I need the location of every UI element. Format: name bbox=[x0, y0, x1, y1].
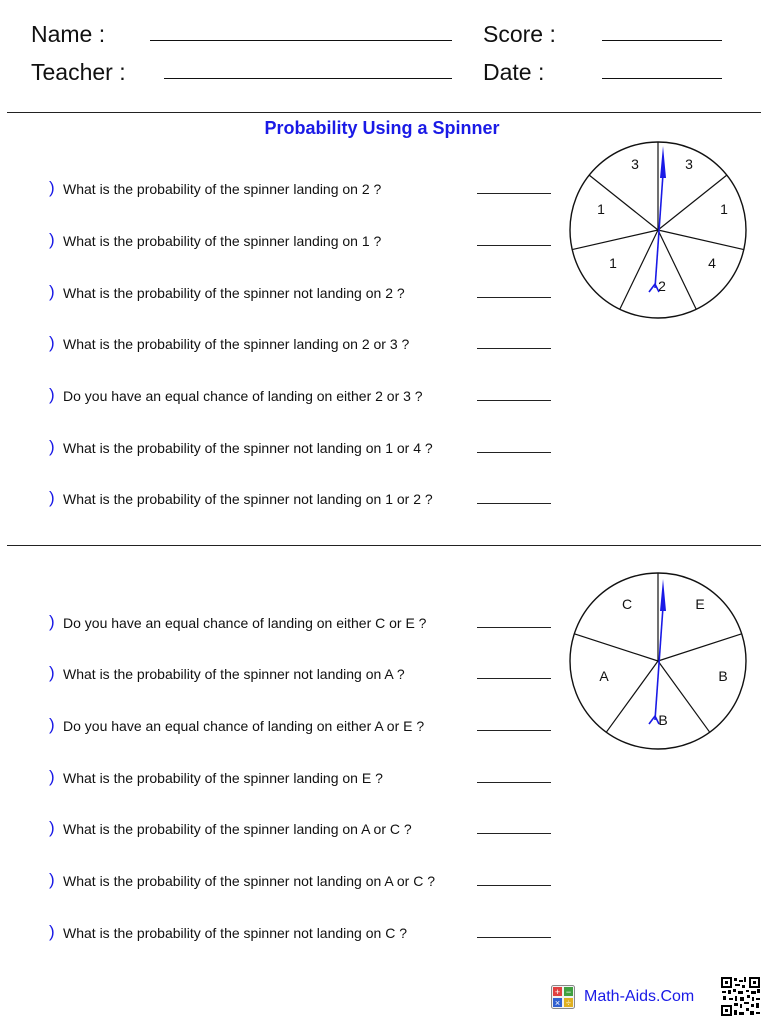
qr-code-icon bbox=[720, 976, 761, 1017]
question-paren: ) bbox=[49, 282, 55, 301]
question-paren: ) bbox=[49, 178, 55, 197]
spinner-sector-label: 3 bbox=[631, 156, 639, 172]
spinner-sector-label: C bbox=[621, 596, 633, 612]
spinner-sector-label: 4 bbox=[708, 255, 716, 271]
question-paren: ) bbox=[49, 230, 55, 249]
spinner-sector-label: 1 bbox=[720, 201, 728, 217]
spinner-numbers bbox=[566, 138, 750, 322]
question-text: Do you have an equal chance of landing on either A or E ? bbox=[63, 718, 425, 734]
spinner-sector-label: 1 bbox=[597, 201, 605, 217]
question-row bbox=[0, 714, 560, 738]
question-paren: ) bbox=[49, 333, 55, 352]
question-paren: ) bbox=[49, 870, 55, 889]
question-row bbox=[0, 766, 560, 790]
section-divider bbox=[7, 545, 761, 546]
question-text: What is the probability of the spinner landing on 1 ? bbox=[63, 233, 382, 249]
question-row bbox=[0, 487, 560, 511]
header-divider bbox=[7, 112, 761, 113]
score-label: Score : bbox=[483, 21, 556, 47]
question-paren: ) bbox=[49, 612, 55, 631]
answer-line[interactable] bbox=[477, 730, 551, 731]
question-row bbox=[0, 229, 560, 253]
question-text: What is the probability of the spinner not landing on 1 or 4 ? bbox=[63, 440, 433, 456]
answer-line[interactable] bbox=[477, 503, 551, 504]
name-field-line[interactable] bbox=[150, 40, 452, 41]
teacher-label: Teacher : bbox=[31, 59, 126, 85]
page-title: Probability Using a Spinner bbox=[264, 118, 500, 138]
svg-text:×: × bbox=[554, 998, 561, 1008]
svg-text:÷: ÷ bbox=[566, 998, 571, 1008]
score-field-line[interactable] bbox=[602, 40, 722, 41]
question-row bbox=[0, 817, 560, 841]
question-text: What is the probability of the spinner not landing on A or C ? bbox=[63, 873, 436, 889]
question-row bbox=[0, 869, 560, 893]
svg-text:+: + bbox=[554, 987, 561, 997]
date-field-line[interactable] bbox=[602, 78, 722, 79]
question-text: What is the probability of the spinner landing on 2 ? bbox=[63, 181, 382, 197]
question-paren: ) bbox=[49, 818, 55, 837]
question-paren: ) bbox=[49, 663, 55, 682]
question-text: What is the probability of the spinner landing on E ? bbox=[63, 770, 383, 786]
spinner-letters bbox=[566, 569, 750, 753]
answer-line[interactable] bbox=[477, 245, 551, 246]
question-text: Do you have an equal chance of landing on either C or E ? bbox=[63, 615, 427, 631]
question-row bbox=[0, 332, 560, 356]
answer-line[interactable] bbox=[477, 937, 551, 938]
question-paren: ) bbox=[49, 767, 55, 786]
question-row bbox=[0, 177, 560, 201]
answer-line[interactable] bbox=[477, 678, 551, 679]
question-paren: ) bbox=[49, 922, 55, 941]
answer-line[interactable] bbox=[477, 782, 551, 783]
date-label: Date : bbox=[483, 59, 545, 85]
teacher-field-line[interactable] bbox=[164, 78, 452, 79]
question-text: What is the probability of the spinner not landing on C ? bbox=[63, 925, 407, 941]
spinner-sector-label: E bbox=[695, 596, 705, 612]
answer-line[interactable] bbox=[477, 833, 551, 834]
question-row bbox=[0, 921, 560, 945]
answer-line[interactable] bbox=[477, 452, 551, 453]
question-row bbox=[0, 436, 560, 460]
calculator-icon bbox=[551, 985, 575, 1009]
spinner-sector-label: B bbox=[718, 668, 728, 684]
question-text: What is the probability of the spinner landing on 2 or 3 ? bbox=[63, 336, 410, 352]
question-paren: ) bbox=[49, 437, 55, 456]
spinner-sector-label: 1 bbox=[609, 255, 617, 271]
question-paren: ) bbox=[49, 488, 55, 507]
answer-line[interactable] bbox=[477, 297, 551, 298]
answer-line[interactable] bbox=[477, 400, 551, 401]
answer-line[interactable] bbox=[477, 627, 551, 628]
question-row bbox=[0, 281, 560, 305]
spinner-sector-label: 2 bbox=[658, 278, 666, 294]
answer-line[interactable] bbox=[477, 885, 551, 886]
answer-line[interactable] bbox=[477, 348, 551, 349]
question-row bbox=[0, 611, 560, 635]
footer-brand-link[interactable]: Math-Aids.Com bbox=[584, 988, 695, 1005]
question-paren: ) bbox=[49, 385, 55, 404]
question-row bbox=[0, 384, 560, 408]
svg-text:−: − bbox=[565, 987, 572, 997]
question-text: What is the probability of the spinner not landing on 1 or 2 ? bbox=[63, 491, 433, 507]
spinner-sector-label: A bbox=[599, 668, 609, 684]
question-text: What is the probability of the spinner not landing on 2 ? bbox=[63, 285, 405, 301]
name-label: Name : bbox=[31, 21, 106, 47]
question-text: What is the probability of the spinner not landing on A ? bbox=[63, 666, 405, 682]
question-text: What is the probability of the spinner landing on A or C ? bbox=[63, 821, 412, 837]
question-text: Do you have an equal chance of landing on either 2 or 3 ? bbox=[63, 388, 423, 404]
answer-line[interactable] bbox=[477, 193, 551, 194]
question-paren: ) bbox=[49, 715, 55, 734]
spinner-sector-label: 3 bbox=[685, 156, 693, 172]
spinner-sector-label: B bbox=[658, 712, 668, 728]
question-row bbox=[0, 662, 560, 686]
